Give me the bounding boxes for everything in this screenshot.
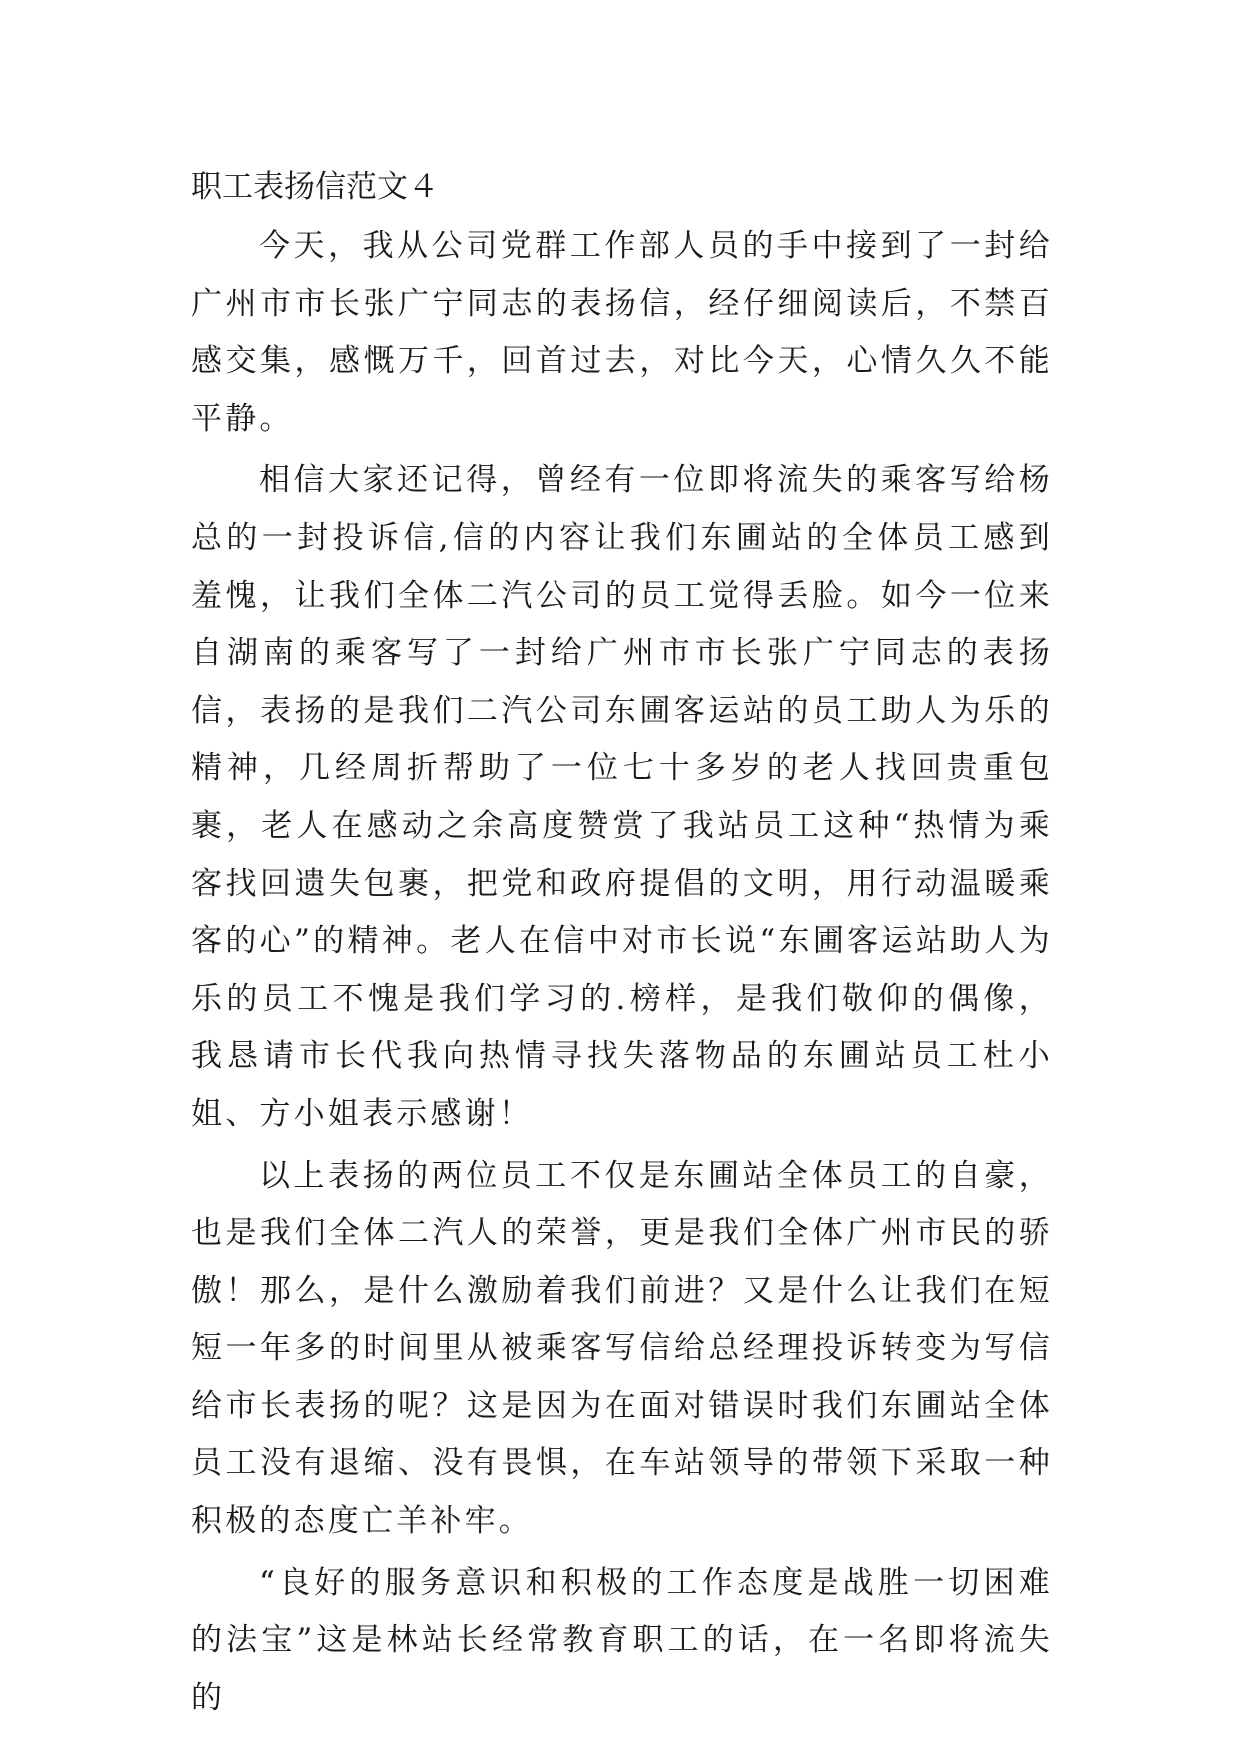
document-title: 职工表扬信范文４ bbox=[191, 169, 439, 205]
paragraph: 今天，我从公司党群工作部人员的手中接到了一封给广州市市长张广宁同志的表扬信，经仔细阅读后，不禁百感交集，感慨万千，回首过去，对比今天，心情久久不能平静。 bbox=[191, 228, 1053, 437]
document-body bbox=[191, 218, 1053, 1731]
paragraph: “良好的服务意识和积极的工作态度是战胜一切困难的法宝”这是林站长经常教育职工的话，在一名即将流失的 bbox=[191, 1564, 1053, 1716]
paragraph: 以上表扬的两位员工不仅是东圃站全体员工的自豪，也是我们全体二汽人的荣誉，更是我们全体广州市民的骄傲！那么，是什么激励着我们前进？又是什么让我们在短短一年多的时间里从被乘客写信给总经理投诉转变为写信给市长表扬的呢？这是因为在面对错误时我们东圃站全体员工没有退缩、没有畏惧，在车站领导的带领下采取一种积极的态度亡羊补牢。 bbox=[191, 1157, 1053, 1540]
paragraph: 相信大家还记得，曾经有一位即将流失的乘客写给杨总的一封投诉信,信的内容让我们东圃站的全体员工感到羞愧，让我们全体二汽公司的员工觉得丢脸。如今一位来自湖南的乘客写了一封给广州市市长张广宁同志的表扬信，表扬的是我们二汽公司东圃客运站的员工助人为乐的精神，几经周折帮助了一位七十多岁的老人找回贵重包裹，老人在感动之余高度赞赏了我站员工这种“热情为乘客找回遗失包裹，把党和政府提倡的文明，用行动温暖乘客的心”的精神。老人在信中对市长说“东圃客运站助人为乐的员工不愧是我们学习的.榜样，是我们敬仰的偶像，我恳请市长代我向热情寻找失落物品的东圃站员工杜小姐、方小姐表示感谢！ bbox=[191, 462, 1053, 1132]
